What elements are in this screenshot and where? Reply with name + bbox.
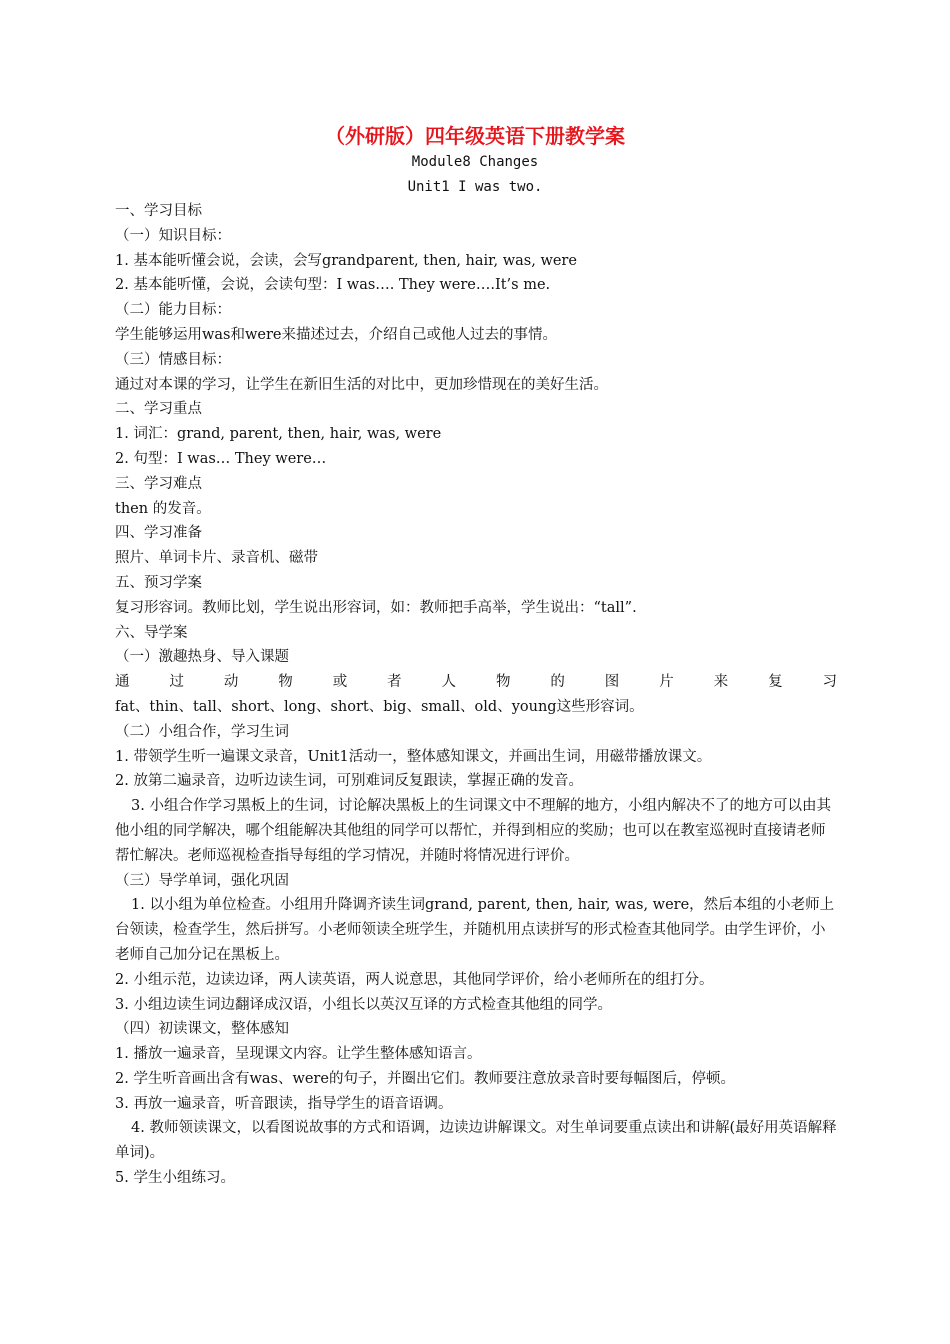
subheading: （四）初读课文，整体感知 [115,1021,289,1038]
subheading: （三）情感目标： [115,351,231,368]
subheading: （二）小组合作，学习生词 [115,723,289,740]
heading-1: 一、学习目标 [115,203,202,219]
list-item: 1. 播放一遍录音，呈现课文内容。让学生整体感知语言。 [115,1046,482,1063]
list-item: 2. 学生听音画出含有was、were的句子，并圈出它们。教师要注意放录音时要每幅图后，停顿。 [115,1070,735,1087]
heading-3: 三、学习难点 [115,475,202,492]
char: 人 [441,674,457,691]
paragraph: 通过对本课的学习，让学生在新旧生活的对比中，更加珍惜现在的美好生活。 [115,376,608,393]
subheading: （一）知识目标： [115,227,231,244]
char: 来 [713,674,729,691]
list-item: 1. 词汇：grand, parent, then, hair, was, were [115,426,442,443]
list-item: 1. 以小组为单位检查。小组用升降调齐读生词grand, parent, then, hair, was, were，然后本组的小老师上台领读，检查学生，然后拼写。小老师领读全班学生，并随机用点读拼写的形式检查其他同学。由学生评价，小老师自己加分记在黑板上。 [115,897,835,963]
heading-4: 四、学习准备 [115,525,202,542]
heading-6: 六、导学案 [115,624,188,641]
list-item: 3. 小组合作学习黑板上的生词，讨论解决黑板上的生词课文中不理解的地方，小组内解决不了的地方可以由其他小组的同学解决，哪个组能解决其他组的同学可以帮忙，并得到相应的奖励；也可以在教室巡视时直接请老师帮忙解决。老师巡视检查指导每组的学习情况，并随时将情况进行评价。 [115,798,831,864]
char: 通 [115,674,130,691]
subheading: （三）导学单词，强化巩固 [115,872,289,889]
document-title: （外研版）四年级英语下册教学案 [325,124,625,148]
list-item: 1. 带领学生听一遍课文录音，Unit1活动一，整体感知课文，并画出生词，用磁带播放课文。 [115,748,712,765]
char: 动 [223,674,239,691]
paragraph: fat、thin、tall、short、long、short、big、small、old、young这些形容词。 [115,698,644,715]
char: 片 [659,674,674,691]
list-item: 1. 基本能听懂会说，会读，会写grandparent, then, hair, was, were [115,252,577,269]
list-item: 2. 小组示范，边读边译，两人读英语，两人说意思，其他同学评价，给小老师所在的组打分。 [115,971,714,988]
char: 物 [495,674,511,691]
list-item: 3. 再放一遍录音，听音跟读，指导学生的语音语调。 [115,1095,453,1112]
list-item: 2. 放第二遍录音，边听边读生词，可别难词反复跟读，掌握正确的发音。 [115,773,583,790]
unit-heading: Unit1 I was two. [407,179,543,195]
list-item: 4. 教师领读课文，以看图说故事的方式和语调，边读边讲解课文。对生单词要重点读出和讲解(最好用英语解释单词)。 [115,1120,837,1162]
heading-5: 五、预习学案 [115,574,202,591]
paragraph: then 的发音。 [115,500,211,517]
char: 或 [332,674,348,691]
list-item: 5. 学生小组练习。 [115,1170,235,1187]
module-heading: Module8 Changes [411,154,539,170]
char: 图 [604,674,620,691]
paragraph: 复习形容词。教师比划，学生说出形容词，如：教师把手高举，学生说出：“tall”. [115,599,637,616]
document-body [115,199,837,1191]
subheading: （二）能力目标： [115,302,231,319]
subheading: （一）激趣热身、导入课题 [115,649,289,666]
paragraph: 学生能够运用was和were来描述过去，介绍自己或他人过去的事情。 [115,326,557,343]
char: 者 [387,674,402,691]
char: 习 [822,674,837,691]
paragraph: 照片、单词卡片、录音机、磁带 [115,550,318,567]
list-item: 2. 基本能听懂，会说，会读句型：I was…. They were….It’s me. [115,277,551,294]
justified-line [115,670,837,695]
list-item: 2. 句型：I was… They were… [115,450,327,467]
list-item: 3. 小组边读生词边翻译成汉语，小组长以英汉互译的方式检查其他组的同学。 [115,996,612,1013]
char: 复 [768,674,783,691]
heading-2: 二、学习重点 [115,401,202,418]
char: 过 [169,674,184,691]
char: 的 [550,674,565,691]
char: 物 [278,674,293,691]
